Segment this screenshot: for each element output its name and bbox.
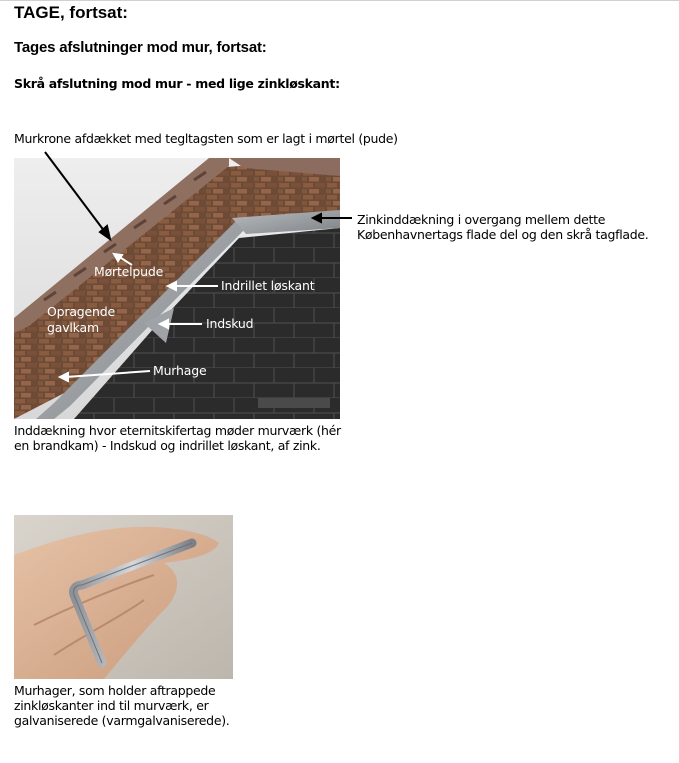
- roof-flashing-photo: [14, 158, 340, 419]
- label-gavlkam: gavlkam: [47, 320, 99, 335]
- label-opragende: Opragende: [47, 304, 115, 319]
- page-subtitle: Tages afslutninger mod mur, fortsat:: [14, 39, 267, 56]
- figure1-bottom-caption: Inddækning hvor eternitskifertag møder murværk (hér en brandkam) - Indskud og indrillet løskant, af zink.: [14, 423, 341, 453]
- label-indskud: Indskud: [206, 316, 254, 331]
- section-heading: Skrå afslutning mod mur - med lige zinkløskant:: [14, 76, 340, 91]
- figure2-caption: Murhager, som holder aftrappede zinkløskanter ind til murværk, er galvaniserede (varmgalvaniserede).: [14, 683, 230, 728]
- wall-hook-photo: [14, 515, 233, 679]
- figure1-right-caption: Zinkinddækning i overgang mellem dette Københavnertags flade del og den skrå tagflade.: [357, 212, 649, 242]
- label-mortelpude: Mørtelpude: [94, 264, 164, 279]
- page-title: TAGE, fortsat:: [14, 3, 128, 22]
- top-divider: [0, 0, 679, 1]
- figure1-top-caption: Murkrone afdækket med tegltagsten som er lagt i mørtel (pude): [14, 131, 398, 146]
- label-indrillet-loskant: Indrillet løskant: [221, 278, 315, 293]
- label-murhage: Murhage: [153, 363, 207, 378]
